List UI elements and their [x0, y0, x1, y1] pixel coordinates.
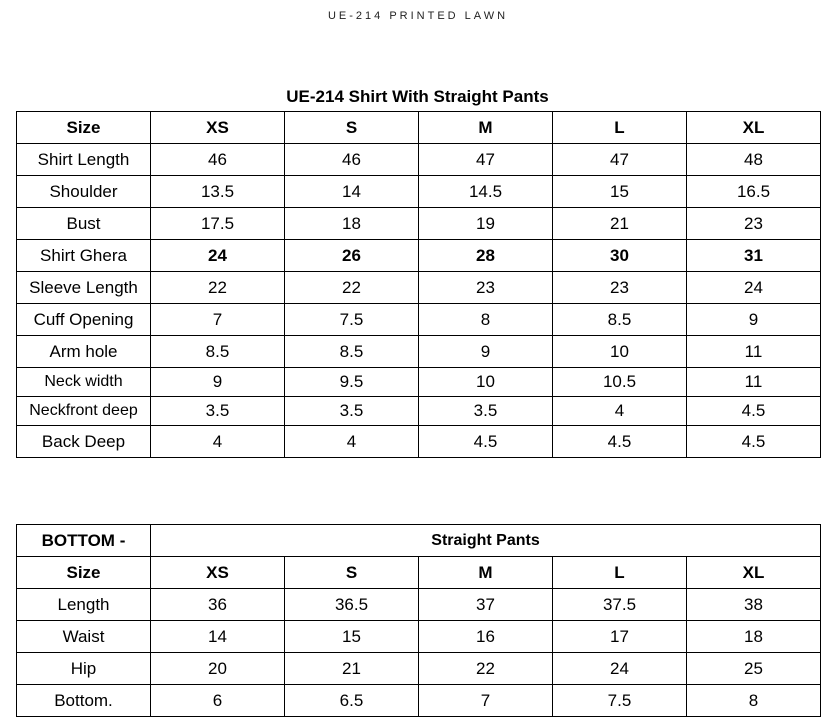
table-cell: 22: [151, 272, 285, 304]
table-cell: 9: [687, 304, 821, 336]
header-cell: Size: [17, 112, 151, 144]
header-cell: Size: [17, 557, 151, 589]
table-cell: 24: [687, 272, 821, 304]
row-label: Shirt Length: [17, 144, 151, 176]
table-cell: 36.5: [285, 589, 419, 621]
table-cell: 14.5: [419, 176, 553, 208]
table-cell: 9.5: [285, 368, 419, 397]
table-cell: 46: [285, 144, 419, 176]
table-cell: 21: [553, 208, 687, 240]
table-cell: 7.5: [285, 304, 419, 336]
table-cell: 38: [687, 589, 821, 621]
table-cell: 8: [687, 685, 821, 717]
table-cell: 16: [419, 621, 553, 653]
table-cell: 7: [151, 304, 285, 336]
header-cell: S: [285, 112, 419, 144]
table-cell: 8.5: [285, 336, 419, 368]
table-row: [17, 240, 821, 272]
table-row: [17, 272, 821, 304]
table-cell: 10.5: [553, 368, 687, 397]
header-cell: XS: [151, 112, 285, 144]
row-label: Waist: [17, 621, 151, 653]
table-cell: 30: [553, 240, 687, 272]
table-row: [17, 685, 821, 717]
table-cell: 15: [553, 176, 687, 208]
header-cell: XL: [687, 112, 821, 144]
table-cell: 4.5: [687, 397, 821, 426]
table-cell: 15: [285, 621, 419, 653]
table-row: [17, 176, 821, 208]
table-cell: 22: [285, 272, 419, 304]
header-cell: S: [285, 557, 419, 589]
row-label: Sleeve Length: [17, 272, 151, 304]
table-cell: 8.5: [151, 336, 285, 368]
table-cell: 18: [687, 621, 821, 653]
row-label: Hip: [17, 653, 151, 685]
table-cell: 11: [687, 368, 821, 397]
table-cell: 17: [553, 621, 687, 653]
table-cell: 21: [285, 653, 419, 685]
header-cell: XL: [687, 557, 821, 589]
table-cell: 4.5: [419, 426, 553, 458]
table-cell: 4: [553, 397, 687, 426]
table-header-row: [17, 557, 821, 589]
table-cell: 16.5: [687, 176, 821, 208]
table-cell: 10: [419, 368, 553, 397]
brand-heading: UE-214 PRINTED LAWN: [327, 10, 509, 22]
row-label: Bottom.: [17, 685, 151, 717]
header-cell: L: [553, 557, 687, 589]
table-row: [17, 589, 821, 621]
size-chart-title: UE-214 Shirt With Straight Pants: [286, 87, 549, 106]
table-cell: 6.5: [285, 685, 419, 717]
bottom-label: BOTTOM -: [17, 525, 151, 557]
table-cell: 3.5: [419, 397, 553, 426]
table-cell: 14: [151, 621, 285, 653]
row-label: Neckfront deep: [17, 397, 151, 426]
table-cell: 14: [285, 176, 419, 208]
table-header-row: [17, 112, 821, 144]
table-row: [17, 144, 821, 176]
table-cell: 4: [285, 426, 419, 458]
table-cell: 31: [687, 240, 821, 272]
table-cell: 17.5: [151, 208, 285, 240]
header-cell: M: [419, 112, 553, 144]
row-label: Neck width: [17, 368, 151, 397]
table-cell: 4: [151, 426, 285, 458]
table-cell: 23: [553, 272, 687, 304]
table-cell: 24: [553, 653, 687, 685]
table-cell: 11: [687, 336, 821, 368]
table-cell: 47: [553, 144, 687, 176]
table-cell: 18: [285, 208, 419, 240]
table-cell: 9: [151, 368, 285, 397]
table-row: [17, 397, 821, 426]
table-cell: 10: [553, 336, 687, 368]
row-label: Arm hole: [17, 336, 151, 368]
row-label: Length: [17, 589, 151, 621]
table-cell: 23: [687, 208, 821, 240]
row-label: Back Deep: [17, 426, 151, 458]
bottom-title-row: [17, 525, 821, 557]
table-cell: 13.5: [151, 176, 285, 208]
table-row: [17, 208, 821, 240]
table-cell: 3.5: [151, 397, 285, 426]
table-row: [17, 621, 821, 653]
table-cell: 25: [687, 653, 821, 685]
table-cell: 7: [419, 685, 553, 717]
table-cell: 23: [419, 272, 553, 304]
row-label: Shoulder: [17, 176, 151, 208]
table-cell: 4.5: [553, 426, 687, 458]
header-cell: XS: [151, 557, 285, 589]
header-cell: M: [419, 557, 553, 589]
shirt-size-table: [16, 111, 821, 458]
table-cell: 46: [151, 144, 285, 176]
table-row: [17, 426, 821, 458]
row-label: Shirt Ghera: [17, 240, 151, 272]
table-cell: 3.5: [285, 397, 419, 426]
table-cell: 8: [419, 304, 553, 336]
table-cell: 6: [151, 685, 285, 717]
table-cell: 47: [419, 144, 553, 176]
table-cell: 48: [687, 144, 821, 176]
table-row: [17, 653, 821, 685]
table-row: [17, 304, 821, 336]
bottom-subtitle: Straight Pants: [151, 525, 821, 557]
row-label: Cuff Opening: [17, 304, 151, 336]
row-label: Bust: [17, 208, 151, 240]
table-cell: 37: [419, 589, 553, 621]
bottom-size-table: [16, 524, 821, 717]
table-cell: 9: [419, 336, 553, 368]
table-cell: 19: [419, 208, 553, 240]
table-cell: 20: [151, 653, 285, 685]
table-cell: 28: [419, 240, 553, 272]
table-cell: 22: [419, 653, 553, 685]
table-cell: 24: [151, 240, 285, 272]
table-cell: 8.5: [553, 304, 687, 336]
header-cell: L: [553, 112, 687, 144]
table-row: [17, 336, 821, 368]
table-cell: 7.5: [553, 685, 687, 717]
table-cell: 26: [285, 240, 419, 272]
table-row: [17, 368, 821, 397]
table-cell: 37.5: [553, 589, 687, 621]
table-cell: 36: [151, 589, 285, 621]
table-cell: 4.5: [687, 426, 821, 458]
